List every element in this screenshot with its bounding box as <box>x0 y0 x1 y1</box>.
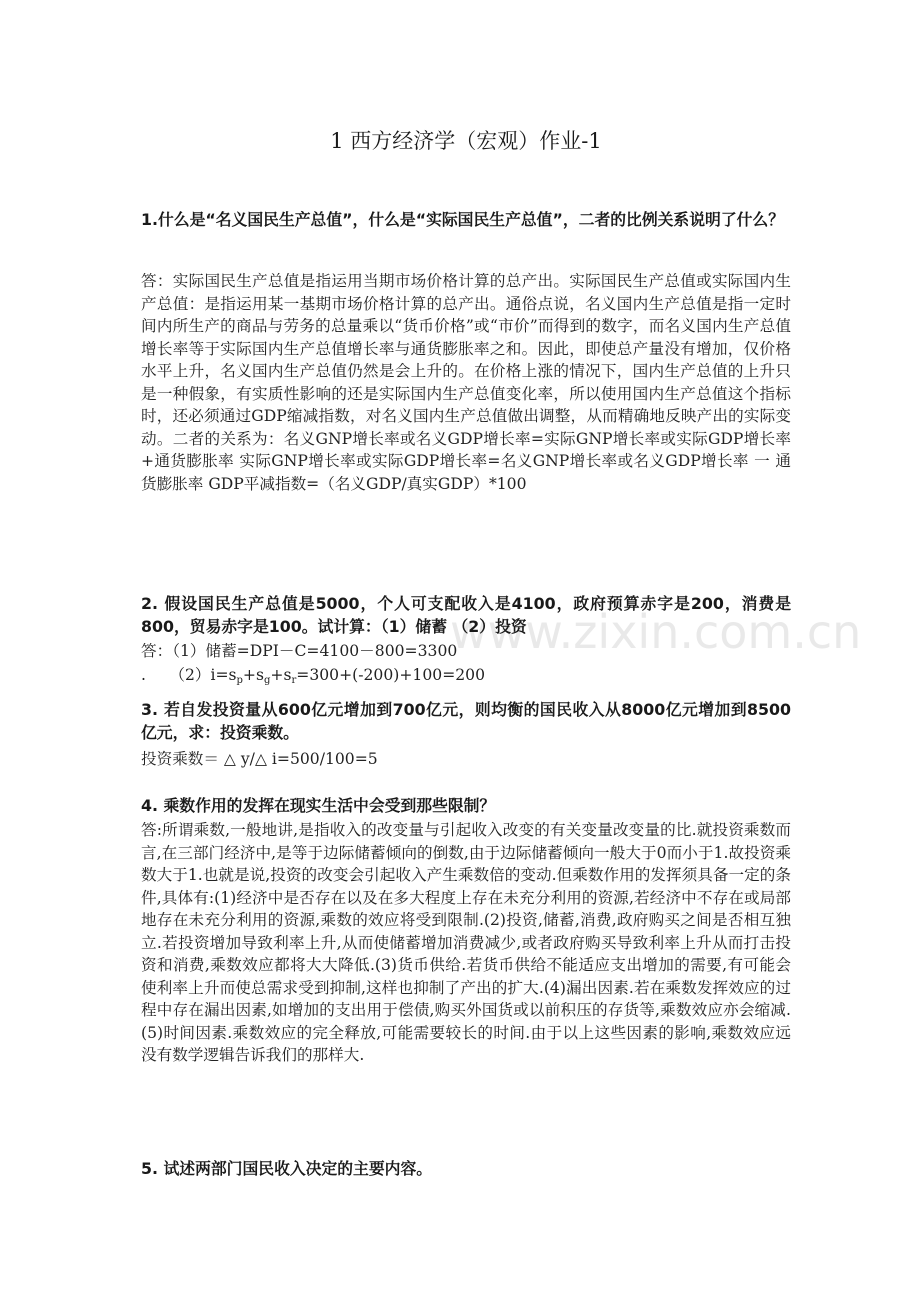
subscript-p: p <box>236 675 243 686</box>
question-5: 5. 试述两部门国民收入决定的主要内容。 <box>141 1159 433 1178</box>
subscript-r: r <box>291 675 297 686</box>
answer-2-plus-s2: +s <box>270 666 292 684</box>
answer-2-line-2 <box>141 664 485 686</box>
question-4: 4. 乘数作用的发挥在现实生活中会受到那些限制？ <box>141 796 496 815</box>
page-title: 1 西方经济学（宏观）作业-1 <box>330 129 602 153</box>
answer-3: 投资乘数＝ △ y/△ i=500/100=5 <box>141 750 378 768</box>
answer-4: 答:所谓乘数,一般地讲,是指收入的改变量与引起收入改变的有关变量改变量的比.就投资乘数而言,在三部门经济中,是等于边际储蓄倾向的倒数,由于边际储蓄倾向一般大于0而小于1.故投资乘数大于1.也就是说,投资的改变会引起收入产生乘数倍的变动.但乘数作用的发挥须具备一定的条件,具体有:(1)经济中是否存在以及在多大程度上存在未充分利用的资源,若经济中不存在或局部地存在未充分利用的资源,乘数的效应将受到限制.(2)投资,储蓄,消费,政府购买之间是否相互独立.若投资增加导致利率上升,从而使储蓄增加消费减少,或者政府购买导致利率上升从而打击投资和消费,乘数效应都将大大降低.(3)货币供给.若货币供给不能适应支出增加的需要,有可能会使利率上升而使总需求受到抑制,这样也抑制了产出的扩大.(4)漏出因素.若在乘数发挥效应的过程中存在漏出因素,如增加的支出用于偿债,购买外国货或以前积压的存货等,乘数效应亦会缩减.(5)时间因素.乘数效应的完全释放,可能需要较长的时间.由于以上这些因素的影响,乘数效应远没有数学逻辑告诉我们的那样大. <box>141 821 791 1064</box>
answer-2-line-1: 答：（1）储蓄=DPI－C=4100－800=3300 <box>141 642 458 660</box>
answer-1: 答：实际国民生产总值是指运用当期市场价格计算的总产出。实际国民生产总值或实际国内生产总值：是指运用某一基期市场价格计算的总产出。通俗点说，名义国内生产总值是指一定时间内所生产的商品与劳务的总量乘以“货币价格”或“市价”而得到的数字，而名义国内生产总值增长率等于实际国内生产总值增长率与通货膨胀率之和。因此，即使总产量没有增加，仅价格水平上升，名义国内生产总值仍然是会上升的。在价格上涨的情况下，国内生产总值的上升只是一种假象，有实质性影响的还是实际国内生产总值变化率，所以使用国内生产总值这个指标时，还必须通过GDP缩减指数，对名义国内生产总值做出调整，从而精确地反映产出的实际变动。二者的关系为：名义GNP增长率或名义GDP增长率=实际GNP增长率或实际GDP增长率+通货膨胀率 实际GNP增长率或实际GDP增长率=名义GNP增长率或名义GDP增长率 一 通货膨胀率 GDP平减指数=（名义GDP/真实GDP）*100 <box>141 272 791 493</box>
question-2: 2. 假设国民生产总值是5000，个人可支配收入是4100，政府预算赤字是200，消费是800，贸易赤字是100。试计算：（1）储蓄 （2）投资 <box>141 594 791 636</box>
answer-2-suffix: =300+(-200)+100=200 <box>296 666 486 684</box>
question-1: 1.什么是“名义国民生产总值”，什么是“实际国民生产总值”，二者的比例关系说明了什么？ <box>141 210 785 229</box>
question-3: 3. 若自发投资量从600亿元增加到700亿元，则均衡的国民收入从8000亿元增加到8500亿元，求：投资乘数。 <box>141 700 791 742</box>
answer-2-prefix: . （2）i=s <box>141 666 237 684</box>
answer-2-plus-s1: +s <box>242 666 264 684</box>
watermark: www.zixin.com.cn <box>450 605 862 659</box>
subscript-g: g <box>264 675 271 686</box>
